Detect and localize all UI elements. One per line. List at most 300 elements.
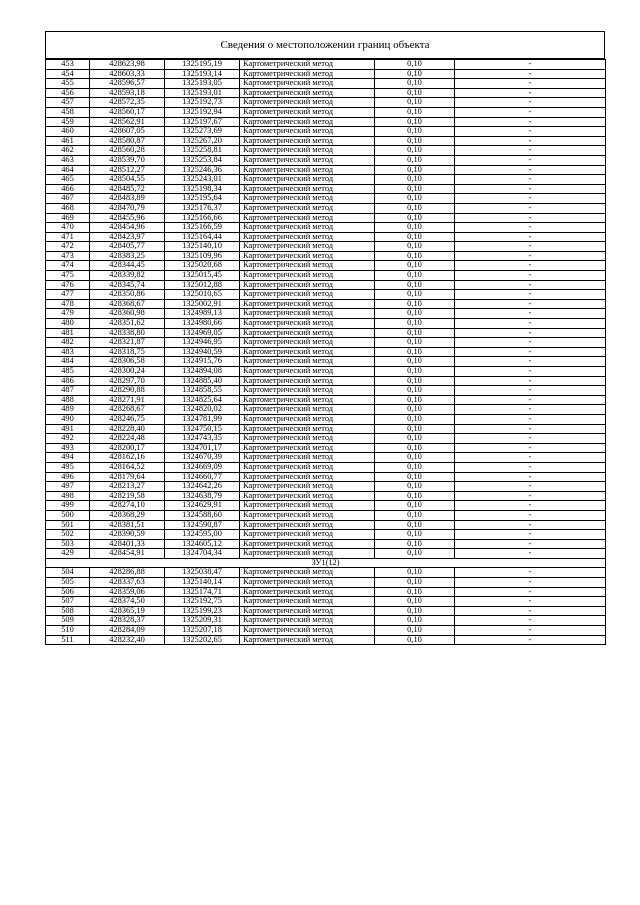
accuracy: 0,10 (375, 549, 455, 559)
method: Картометрический метод (240, 347, 375, 357)
coord-y: 1324642,26 (165, 482, 240, 492)
table-row (46, 568, 606, 578)
coord-y: 1324590,87 (165, 520, 240, 530)
coord-y: 1324605,12 (165, 539, 240, 549)
coord-x: 428219,58 (90, 491, 165, 501)
coord-y: 1324743,35 (165, 434, 240, 444)
method: Картометрический метод (240, 232, 375, 242)
method: Картометрический метод (240, 117, 375, 127)
coord-y: 1325015,45 (165, 271, 240, 281)
coord-y: 1325253,84 (165, 155, 240, 165)
coord-y: 1324820,02 (165, 405, 240, 415)
description: - (455, 60, 606, 70)
method: Картометрический метод (240, 175, 375, 185)
description: - (455, 338, 606, 348)
coord-x: 428300,24 (90, 367, 165, 377)
accuracy: 0,10 (375, 462, 455, 472)
method: Картометрический метод (240, 79, 375, 89)
method: Картометрический метод (240, 203, 375, 213)
table-row (46, 530, 606, 540)
description: - (455, 568, 606, 578)
coord-x: 428423,97 (90, 232, 165, 242)
point-number: 504 (46, 568, 90, 578)
point-number: 506 (46, 587, 90, 597)
point-number: 462 (46, 146, 90, 156)
coord-x: 428539,70 (90, 155, 165, 165)
method: Картометрический метод (240, 568, 375, 578)
coord-x: 428390,59 (90, 530, 165, 540)
point-number: 502 (46, 530, 90, 540)
point-number: 500 (46, 510, 90, 520)
coord-x: 428368,29 (90, 510, 165, 520)
coord-y: 1324629,91 (165, 501, 240, 511)
coord-y: 1324638,79 (165, 491, 240, 501)
description: - (455, 165, 606, 175)
coord-y: 1324588,60 (165, 510, 240, 520)
coord-x: 428485,72 (90, 184, 165, 194)
coord-x: 428321,87 (90, 338, 165, 348)
coord-y: 1325197,67 (165, 117, 240, 127)
point-number: 499 (46, 501, 90, 511)
coord-y: 1325273,69 (165, 127, 240, 137)
table-row (46, 271, 606, 281)
table-row (46, 79, 606, 89)
description: - (455, 319, 606, 329)
accuracy: 0,10 (375, 60, 455, 70)
table-row (46, 367, 606, 377)
method: Картометрический метод (240, 98, 375, 108)
point-number: 469 (46, 213, 90, 223)
coord-y: 1325207,18 (165, 626, 240, 636)
table-row (46, 328, 606, 338)
coord-y: 1325195,19 (165, 60, 240, 70)
coord-y: 1324701,17 (165, 443, 240, 453)
description: - (455, 242, 606, 252)
coord-x: 428454,96 (90, 223, 165, 233)
point-number: 482 (46, 338, 90, 348)
accuracy: 0,10 (375, 606, 455, 616)
table-row (46, 357, 606, 367)
point-number: 493 (46, 443, 90, 453)
coord-x: 428232,40 (90, 635, 165, 645)
coord-x: 428368,67 (90, 299, 165, 309)
coord-x: 428374,50 (90, 597, 165, 607)
accuracy: 0,10 (375, 117, 455, 127)
point-number: 495 (46, 462, 90, 472)
accuracy: 0,10 (375, 319, 455, 329)
description: - (455, 194, 606, 204)
coord-x: 428360,98 (90, 309, 165, 319)
point-number: 484 (46, 357, 90, 367)
description: - (455, 271, 606, 281)
method: Картометрический метод (240, 462, 375, 472)
accuracy: 0,10 (375, 242, 455, 252)
coord-x: 428572,35 (90, 98, 165, 108)
accuracy: 0,10 (375, 539, 455, 549)
method: Картометрический метод (240, 194, 375, 204)
accuracy: 0,10 (375, 530, 455, 540)
coord-x: 428483,89 (90, 194, 165, 204)
point-number: 429 (46, 549, 90, 559)
coord-y: 1324825,64 (165, 395, 240, 405)
point-number: 487 (46, 386, 90, 396)
coordinates-table (45, 59, 606, 645)
description: - (455, 232, 606, 242)
description: - (455, 606, 606, 616)
coord-x: 428164,52 (90, 462, 165, 472)
accuracy: 0,10 (375, 616, 455, 626)
coord-x: 428162,16 (90, 453, 165, 463)
table-row (46, 501, 606, 511)
description: - (455, 117, 606, 127)
coord-x: 428562,91 (90, 117, 165, 127)
table-row (46, 155, 606, 165)
point-number: 485 (46, 367, 90, 377)
accuracy: 0,10 (375, 376, 455, 386)
method: Картометрический метод (240, 424, 375, 434)
table-body (46, 60, 606, 645)
point-number: 461 (46, 136, 90, 146)
table-row (46, 165, 606, 175)
accuracy: 0,10 (375, 98, 455, 108)
table-row (46, 223, 606, 233)
table-row (46, 117, 606, 127)
table-row (46, 184, 606, 194)
coord-y: 1324858,55 (165, 386, 240, 396)
table-row (46, 414, 606, 424)
method: Картометрический метод (240, 453, 375, 463)
method: Картометрический метод (240, 127, 375, 137)
table-row (46, 405, 606, 415)
coord-y: 1325176,37 (165, 203, 240, 213)
coord-x: 428593,18 (90, 88, 165, 98)
coord-x: 428344,45 (90, 261, 165, 271)
table-row (46, 213, 606, 223)
method: Картометрический метод (240, 136, 375, 146)
method: Картометрический метод (240, 587, 375, 597)
method: Картометрический метод (240, 223, 375, 233)
method: Картометрический метод (240, 472, 375, 482)
method: Картометрический метод (240, 280, 375, 290)
point-number: 497 (46, 482, 90, 492)
accuracy: 0,10 (375, 69, 455, 79)
coord-x: 428274,10 (90, 501, 165, 511)
table-row (46, 88, 606, 98)
point-number: 505 (46, 578, 90, 588)
accuracy: 0,10 (375, 405, 455, 415)
method: Картометрический метод (240, 626, 375, 636)
point-number: 498 (46, 491, 90, 501)
accuracy: 0,10 (375, 443, 455, 453)
coord-x: 428351,62 (90, 319, 165, 329)
method: Картометрический метод (240, 501, 375, 511)
method: Картометрический метод (240, 395, 375, 405)
table-row (46, 280, 606, 290)
description: - (455, 530, 606, 540)
document-sheet (45, 31, 605, 645)
coord-y: 1325192,73 (165, 98, 240, 108)
description: - (455, 280, 606, 290)
accuracy: 0,10 (375, 79, 455, 89)
coord-x: 428623,98 (90, 60, 165, 70)
coord-y: 1324915,76 (165, 357, 240, 367)
point-number: 456 (46, 88, 90, 98)
coord-y: 1325198,34 (165, 184, 240, 194)
method: Картометрический метод (240, 606, 375, 616)
point-number: 511 (46, 635, 90, 645)
accuracy: 0,10 (375, 251, 455, 261)
description: - (455, 549, 606, 559)
coord-x: 428286,88 (90, 568, 165, 578)
coord-x: 428246,75 (90, 414, 165, 424)
coord-y: 1325166,59 (165, 223, 240, 233)
accuracy: 0,10 (375, 482, 455, 492)
description: - (455, 251, 606, 261)
table-row (46, 251, 606, 261)
method: Картометрический метод (240, 309, 375, 319)
method: Картометрический метод (240, 261, 375, 271)
description: - (455, 136, 606, 146)
coord-y: 1325246,36 (165, 165, 240, 175)
coord-x: 428603,33 (90, 69, 165, 79)
coord-y: 1325012,88 (165, 280, 240, 290)
accuracy: 0,10 (375, 184, 455, 194)
method: Картометрический метод (240, 251, 375, 261)
point-number: 489 (46, 405, 90, 415)
coord-y: 1325002,91 (165, 299, 240, 309)
table-row (46, 434, 606, 444)
description: - (455, 107, 606, 117)
accuracy: 0,10 (375, 107, 455, 117)
method: Картометрический метод (240, 616, 375, 626)
accuracy: 0,10 (375, 299, 455, 309)
description: - (455, 223, 606, 233)
table-row (46, 424, 606, 434)
method: Картометрический метод (240, 482, 375, 492)
accuracy: 0,10 (375, 338, 455, 348)
table-row (46, 616, 606, 626)
method: Картометрический метод (240, 434, 375, 444)
table-row (46, 203, 606, 213)
coord-y: 1325010,65 (165, 290, 240, 300)
coord-y: 1324969,05 (165, 328, 240, 338)
accuracy: 0,10 (375, 127, 455, 137)
description: - (455, 414, 606, 424)
description: - (455, 597, 606, 607)
coord-x: 428297,70 (90, 376, 165, 386)
coord-x: 428339,82 (90, 271, 165, 281)
coord-x: 428268,67 (90, 405, 165, 415)
point-number: 460 (46, 127, 90, 137)
point-number: 491 (46, 424, 90, 434)
description: - (455, 376, 606, 386)
method: Картометрический метод (240, 69, 375, 79)
table-row (46, 175, 606, 185)
coord-x: 428365,19 (90, 606, 165, 616)
description: - (455, 175, 606, 185)
table-row (46, 136, 606, 146)
point-number: 479 (46, 309, 90, 319)
method: Картометрический метод (240, 242, 375, 252)
coord-x: 428224,48 (90, 434, 165, 444)
method: Картометрический метод (240, 88, 375, 98)
method: Картометрический метод (240, 146, 375, 156)
coord-y: 1324670,39 (165, 453, 240, 463)
point-number: 472 (46, 242, 90, 252)
point-number: 483 (46, 347, 90, 357)
accuracy: 0,10 (375, 203, 455, 213)
method: Картометрический метод (240, 414, 375, 424)
description: - (455, 357, 606, 367)
section-label: ЗУ1(12) (46, 558, 606, 568)
point-number: 503 (46, 539, 90, 549)
method: Картометрический метод (240, 578, 375, 588)
coord-x: 428350,86 (90, 290, 165, 300)
accuracy: 0,10 (375, 223, 455, 233)
table-row (46, 232, 606, 242)
accuracy: 0,10 (375, 347, 455, 357)
coord-y: 1325174,71 (165, 587, 240, 597)
accuracy: 0,10 (375, 271, 455, 281)
coord-x: 428290,88 (90, 386, 165, 396)
coord-x: 428359,06 (90, 587, 165, 597)
coord-y: 1325109,96 (165, 251, 240, 261)
description: - (455, 434, 606, 444)
accuracy: 0,10 (375, 491, 455, 501)
method: Картометрический метод (240, 107, 375, 117)
table-row (46, 520, 606, 530)
method: Картометрический метод (240, 510, 375, 520)
accuracy: 0,10 (375, 88, 455, 98)
method: Картометрический метод (240, 367, 375, 377)
coord-y: 1324669,09 (165, 462, 240, 472)
method: Картометрический метод (240, 60, 375, 70)
method: Картометрический метод (240, 319, 375, 329)
accuracy: 0,10 (375, 213, 455, 223)
table-row (46, 69, 606, 79)
accuracy: 0,10 (375, 597, 455, 607)
table-row (46, 376, 606, 386)
point-number: 453 (46, 60, 90, 70)
coord-y: 1325020,68 (165, 261, 240, 271)
point-number: 468 (46, 203, 90, 213)
description: - (455, 290, 606, 300)
accuracy: 0,10 (375, 626, 455, 636)
description: - (455, 203, 606, 213)
point-number: 477 (46, 290, 90, 300)
coord-x: 428560,17 (90, 107, 165, 117)
description: - (455, 443, 606, 453)
point-number: 476 (46, 280, 90, 290)
accuracy: 0,10 (375, 232, 455, 242)
table-row (46, 626, 606, 636)
accuracy: 0,10 (375, 472, 455, 482)
table-row (46, 319, 606, 329)
point-number: 478 (46, 299, 90, 309)
table-row (46, 472, 606, 482)
coord-y: 1325164,44 (165, 232, 240, 242)
description: - (455, 328, 606, 338)
accuracy: 0,10 (375, 280, 455, 290)
point-number: 494 (46, 453, 90, 463)
description: - (455, 501, 606, 511)
coord-y: 1324750,15 (165, 424, 240, 434)
method: Картометрический метод (240, 405, 375, 415)
point-number: 454 (46, 69, 90, 79)
point-number: 473 (46, 251, 90, 261)
description: - (455, 626, 606, 636)
table-row (46, 443, 606, 453)
description: - (455, 578, 606, 588)
accuracy: 0,10 (375, 578, 455, 588)
description: - (455, 453, 606, 463)
point-number: 496 (46, 472, 90, 482)
method: Картометрический метод (240, 549, 375, 559)
description: - (455, 261, 606, 271)
table-row (46, 242, 606, 252)
description: - (455, 69, 606, 79)
point-number: 507 (46, 597, 90, 607)
table-row (46, 261, 606, 271)
coord-y: 1325193,14 (165, 69, 240, 79)
description: - (455, 587, 606, 597)
coord-y: 1324885,40 (165, 376, 240, 386)
table-row (46, 453, 606, 463)
point-number: 492 (46, 434, 90, 444)
point-number: 455 (46, 79, 90, 89)
accuracy: 0,10 (375, 587, 455, 597)
method: Картометрический метод (240, 539, 375, 549)
coord-x: 428338,80 (90, 328, 165, 338)
table-title (45, 31, 605, 59)
coord-y: 1325140,14 (165, 578, 240, 588)
description: - (455, 184, 606, 194)
table-row (46, 549, 606, 559)
description: - (455, 520, 606, 530)
accuracy: 0,10 (375, 501, 455, 511)
coord-y: 1324989,13 (165, 309, 240, 319)
coord-y: 1325193,01 (165, 88, 240, 98)
coord-y: 1325166,66 (165, 213, 240, 223)
coord-x: 428470,79 (90, 203, 165, 213)
accuracy: 0,10 (375, 520, 455, 530)
description: - (455, 386, 606, 396)
accuracy: 0,10 (375, 328, 455, 338)
coord-x: 428512,27 (90, 165, 165, 175)
coord-x: 428580,87 (90, 136, 165, 146)
point-number: 474 (46, 261, 90, 271)
table-row (46, 587, 606, 597)
method: Картометрический метод (240, 299, 375, 309)
method: Картометрический метод (240, 165, 375, 175)
point-number: 457 (46, 98, 90, 108)
point-number: 501 (46, 520, 90, 530)
point-number: 466 (46, 184, 90, 194)
accuracy: 0,10 (375, 309, 455, 319)
description: - (455, 395, 606, 405)
description: - (455, 616, 606, 626)
coord-y: 1325192,94 (165, 107, 240, 117)
accuracy: 0,10 (375, 261, 455, 271)
accuracy: 0,10 (375, 367, 455, 377)
coord-x: 428200,17 (90, 443, 165, 453)
point-number: 470 (46, 223, 90, 233)
coord-y: 1324595,00 (165, 530, 240, 540)
table-row (46, 338, 606, 348)
description: - (455, 510, 606, 520)
accuracy: 0,10 (375, 175, 455, 185)
table-row (46, 395, 606, 405)
